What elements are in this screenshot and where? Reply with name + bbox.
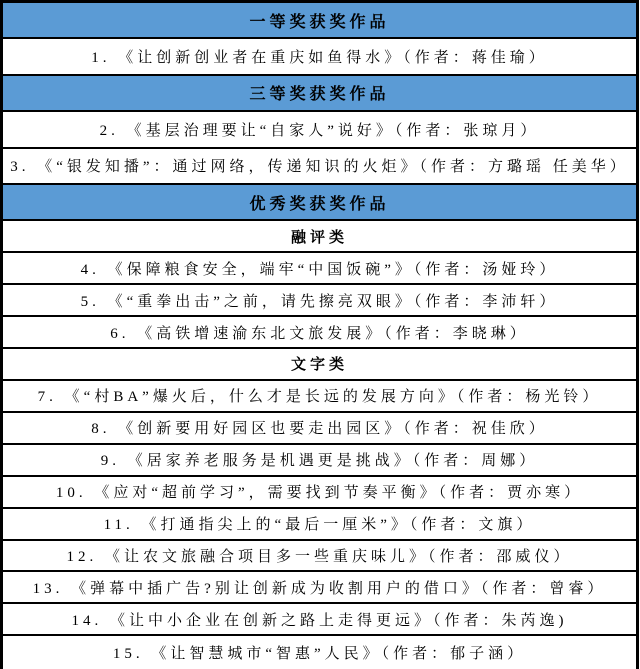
award-entry-row: 7. 《“村BA”爆火后，什么才是长远的发展方向》（作者：杨光铃） — [3, 381, 636, 413]
award-category-row: 融评类 — [3, 221, 636, 253]
award-section-row: 一等奖获奖作品 — [3, 3, 636, 39]
award-entry-row: 13. 《弹幕中插广告?别让创新成为收割用户的借口》（作者：曾睿） — [3, 572, 636, 604]
award-entry-row: 10. 《应对“超前学习”，需要找到节奏平衡》（作者：贾亦寒） — [3, 477, 636, 509]
award-category-row: 文字类 — [3, 349, 636, 381]
award-entry-row: 12. 《让农文旅融合项目多一些重庆味儿》（作者：邵威仪） — [3, 541, 636, 573]
award-entry-row: 15. 《让智慧城市“智惠”人民》（作者：郁子涵） — [3, 636, 636, 668]
award-entry-row: 5. 《“重拳出击”之前，请先擦亮双眼》（作者：李沛轩） — [3, 285, 636, 317]
award-entry-row: 2. 《基层治理要让“自家人”说好》（作者：张琼月） — [3, 112, 636, 148]
award-entry-row: 6. 《高铁增速渝东北文旅发展》（作者：李晓琳） — [3, 317, 636, 349]
award-entry-row: 4. 《保障粮食安全，端牢“中国饭碗”》（作者：汤娅玲） — [3, 253, 636, 285]
award-entry-row: 14. 《让中小企业在创新之路上走得更远》（作者：朱芮逸) — [3, 604, 636, 636]
award-section-row: 三等奖获奖作品 — [3, 76, 636, 112]
award-section-row: 优秀奖获奖作品 — [3, 185, 636, 221]
award-entry-row: 11. 《打通指尖上的“最后一厘米”》（作者：文旗） — [3, 509, 636, 541]
award-entry-row: 3. 《“银发知播”：通过网络，传递知识的火炬》（作者：方璐瑶 任美华） — [3, 149, 636, 185]
award-entry-row: 1. 《让创新创业者在重庆如鱼得水》（作者：蒋佳瑜） — [3, 39, 636, 75]
award-entry-row: 8. 《创新要用好园区也要走出园区》（作者：祝佳欣） — [3, 413, 636, 445]
award-entry-row: 9. 《居家养老服务是机遇更是挑战》（作者：周娜） — [3, 445, 636, 477]
